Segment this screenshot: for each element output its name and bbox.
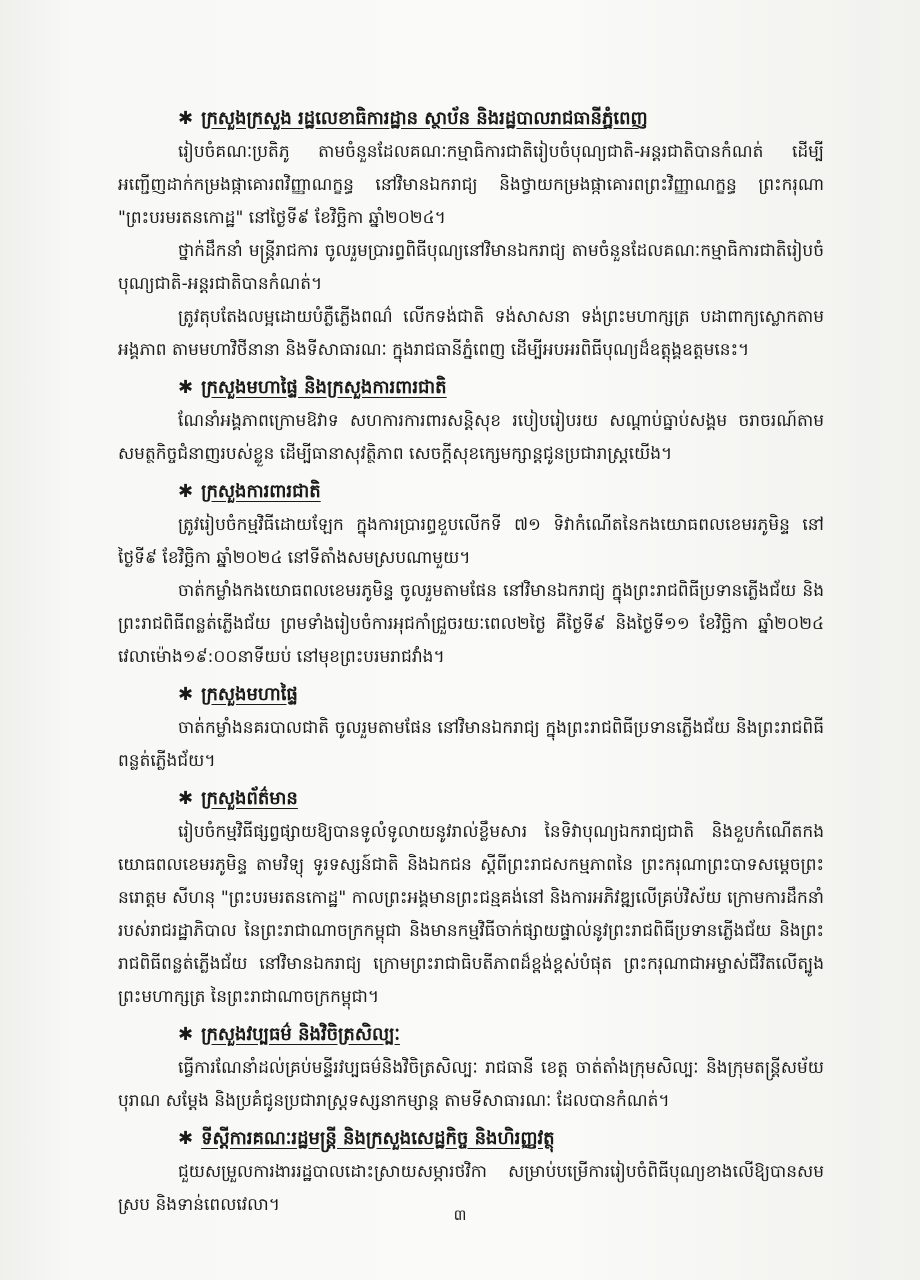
body-paragraph: ធ្វើការណែនាំដល់គ្រប់មន្ទីរវប្បធម៌និងវិចិត្រសិល្បៈ រាជធានី ខេត្ត ចាត់តាំងក្រុមសិល្បៈ និងក្រុមតន្ត្រីសម័យ បុរាណ សម្តែង និងប្រគំជូនប្រជារាស្ត្រទស្សនាកម្សាន្ត តាមទីសាធារណៈ ដែលបានកំណត់។ [118, 1058, 824, 1111]
section-heading [178, 1020, 824, 1050]
section-culture [118, 1020, 824, 1118]
body-paragraph: ចាត់កម្លាំងនគរបាលជាតិ ចូលរួមតាមផែន នៅវិមានឯករាជ្យ ក្នុងព្រះរាជពិធីប្រទានភ្លើងជ័យ និងព្រះរាជពិធីពន្លត់ភ្លើងជ័យ។ [118, 718, 824, 771]
asterisk-bullet-icon: ✱ [178, 1024, 194, 1045]
body-paragraph: រៀបចំគណៈប្រតិភូ តាមចំនួនដែលគណៈកម្មាធិការជាតិរៀបចំបុណ្យជាតិ-អន្តរជាតិបានកំណត់ ដើម្បីអញ្ជើញដាក់កម្រងផ្កាគោរពវិញ្ញាណក្ខន្ធ នៅវិមានឯករាជ្យ និងថ្វាយកម្រងផ្កាគោរពព្រះវិញ្ញាណក្ខន្ធ ព្រះករុណា "ព្រះបរមរតនកោដ្ឋ" នៅថ្ងៃទី៩ ខែវិច្ឆិកា ឆ្នាំ២០២៤។ [118, 142, 824, 228]
section-ministries [118, 104, 824, 367]
body-paragraph: ជួយសម្រួលការងាររដ្ឋបាលដោះស្រាយសម្ភារថវិកា សម្រាប់បម្រើការរៀបចំពិធីបុណ្យខាងលើឱ្យបានសមស្រប និងទាន់ពេលវេលា។ [118, 1162, 824, 1215]
asterisk-bullet-icon: ✱ [178, 788, 194, 809]
section-heading [178, 104, 824, 134]
section-interior-defense [118, 373, 824, 471]
asterisk-bullet-icon: ✱ [178, 108, 194, 129]
page-number: ៣ [453, 1206, 467, 1224]
body-paragraph: រៀបចំកម្មវិធីផ្សព្វផ្សាយឱ្យបានទូលំទូលាយនូវរាល់ខ្លឹមសារ នៃទិវាបុណ្យឯករាជ្យជាតិ និងខួបកំណើតកងយោធពលខេមរភូមិន្ទ តាមវិទ្យុ ទូរទស្សន៍ជាតិ និងឯកជន ស្ដីពីព្រះរាជសកម្មភាពនៃ ព្រះករុណាព្រះបាទសម្តេចព្រះ នរោត្តម សីហនុ "ព្រះបរមរតនកោដ្ឋ" កាលព្រះអង្គមានព្រះជន្មគង់នៅ និងការអភិវឌ្ឍលើគ្រប់វិស័យ ក្រោមការដឹកនាំរបស់រាជរដ្ឋាភិបាល នៃព្រះរាជាណាចក្រកម្ពុជា និងមានកម្មវិធីចាក់ផ្សាយផ្ទាល់នូវព្រះរាជពិធីប្រទានភ្លើងជ័យ និងព្រះរាជពិធីពន្លត់ភ្លើងជ័យ នៅវិមានឯករាជ្យ ក្រោមព្រះរាជាធិបតីភាពដ៏ខ្ពង់ខ្ពស់បំផុត ព្រះករុណាជាអម្ចាស់ជីវិតលើត្បូង ព្រះមហាក្សត្រ នៃព្រះរាជាណាចក្រកម្ពុជា។ [118, 822, 824, 1007]
section-title: ក្រសួងវប្បធម៌ និងវិចិត្រសិល្បៈ [201, 1024, 400, 1045]
body-paragraph: ត្រូវរៀបចំកម្មវិធីដោយឡែក ក្នុងការប្រារព្ធខួបលើកទី ៧១ ទិវាកំណើតនៃកងយោធពលខេមរភូមិន្ទ នៅថ្ងៃទី៩ ខែវិច្ឆិកា ឆ្នាំ២០២៤ នៅទីតាំងសមស្របណាមួយ។ [118, 515, 824, 568]
body-paragraph: ត្រូវតុបតែងលម្អដោយបំភ្លឺភ្លើងពណ៌ លើកទង់ជាតិ ទង់សាសនា ទង់ព្រះមហាក្សត្រ បដាពាក្យស្លោកតាមអង្គភាព តាមមហាវិថីនានា និងទីសាធារណៈ ក្នុងរាជធានីភ្នំពេញ ដើម្បីអបអរពិធីបុណ្យដ៏ឧត្តុង្គឧត្តមនេះ។ [118, 307, 824, 360]
section-title: ទីស្តីការគណៈរដ្ឋមន្ត្រី និងក្រសួងសេដ្ឋកិច្ច និងហិរញ្ញវត្ថុ [201, 1128, 555, 1149]
asterisk-bullet-icon: ✱ [178, 1128, 194, 1149]
section-information [118, 784, 824, 1014]
section-heading [178, 784, 824, 814]
asterisk-bullet-icon: ✱ [178, 377, 194, 398]
section-title: ក្រសួងព័ត៌មាន [201, 788, 298, 809]
section-interior [118, 680, 824, 778]
section-title: ក្រសួងមហាផ្ទៃ និងក្រសួងការពារជាតិ [201, 377, 447, 398]
body-paragraph: ណែនាំអង្គភាពក្រោមឱវាទ សហការការពារសន្តិសុខ របៀបរៀបរយ សណ្តាប់ធ្នាប់សង្គម ចរាចរណ៍តាមសមត្ថកិច្ចជំនាញរបស់ខ្លួន ដើម្បីធានាសុវត្ថិភាព សេចក្តីសុខក្សេមក្សាន្តជូនប្រជារាស្ត្រយើង។ [118, 411, 824, 464]
section-heading [178, 373, 824, 403]
section-heading [178, 680, 824, 710]
asterisk-bullet-icon: ✱ [178, 481, 194, 502]
body-paragraph: ថ្នាក់ដឹកនាំ មន្ត្រីរាជការ ចូលរួមប្រារព្ធពិធីបុណ្យនៅវិមានឯករាជ្យ តាមចំនួនដែលគណៈកម្មាធិការជាតិរៀបចំបុណ្យជាតិ-អន្តរជាតិបានកំណត់។ [118, 241, 824, 294]
section-title: ក្រសួងមហាផ្ទៃ [201, 684, 298, 705]
section-heading [178, 477, 824, 507]
section-title: ក្រសួងក្រសួង រដ្ឋលេខាធិការដ្ឋាន ស្ថាប័ន និងរដ្ឋបាលរាជធានីភ្នំពេញ [201, 108, 648, 129]
section-defense [118, 477, 824, 674]
body-paragraph: ចាត់កម្លាំងកងយោធពលខេមរភូមិន្ទ ចូលរួមតាមផែន នៅវិមានឯករាជ្យ ក្នុងព្រះរាជពិធីប្រទានភ្លើងជ័យ និងព្រះរាជពិធីពន្លត់ភ្លើងជ័យ ព្រមទាំងរៀបចំការអុជកាំជ្រួចរយៈពេល២ថ្ងៃ គឺថ្ងៃទី៩ និងថ្ងៃទី១១ ខែវិច្ឆិកា ឆ្នាំ២០២៤ វេលាម៉ោង១៩:០០នាទីយប់ នៅមុខព្រះបរមរាជវាំង។ [118, 581, 824, 667]
section-title: ក្រសួងការពារជាតិ [201, 481, 321, 502]
section-heading [178, 1124, 824, 1154]
asterisk-bullet-icon: ✱ [178, 684, 194, 705]
